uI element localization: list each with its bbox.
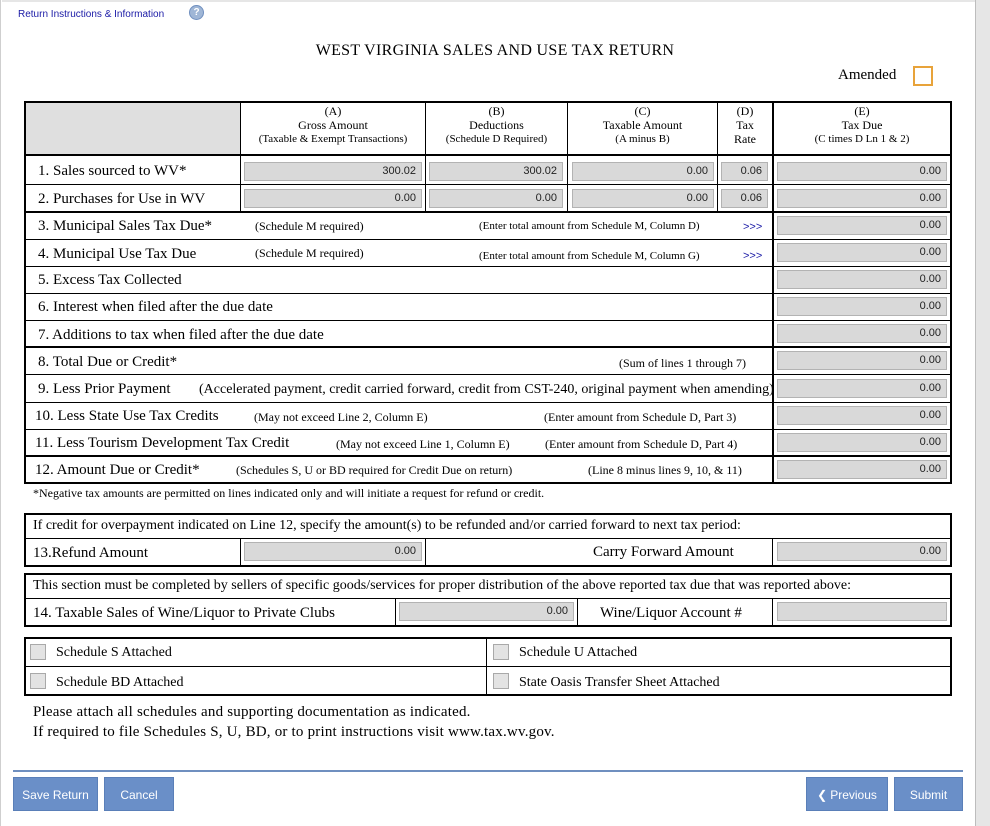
line-4-tax-due[interactable]: 0.00 [777,243,947,262]
line-1-taxable-amount[interactable]: 0.00 [572,162,714,181]
form-title: WEST VIRGINIA SALES AND USE TAX RETURN [315,42,675,59]
wine-account-label: Wine/Liquor Account # [600,605,742,621]
oasis-transfer-label: State Oasis Transfer Sheet Attached [519,675,720,690]
line-6-tax-due[interactable]: 0.00 [777,297,947,316]
line-4-note: (Schedule M required) [255,246,364,260]
line-10-label: 10. Less State Use Tax Credits [35,408,219,424]
line-9-label: 9. Less Prior Payment [38,381,171,397]
attach-col-sep [486,637,487,696]
help-icon[interactable]: ? [189,5,204,20]
col-a-title: Gross Amount [298,118,368,132]
sellers-sep-2 [577,598,578,627]
credit-heading: If credit for overpayment indicated on Line 12, specify the amount(s) to be refunded and/or carried forward to next tax period: [33,518,741,533]
line-9-tax-due[interactable]: 0.00 [777,379,947,398]
row-rule-4 [24,266,952,267]
line-2-tax-rate[interactable]: 0.06 [721,189,768,208]
wine-account-field[interactable] [777,602,947,621]
previous-label: Previous [830,788,877,802]
row-rule-5 [24,293,952,294]
chevron-left-icon: ❮ [817,788,828,802]
amended-checkbox[interactable] [913,66,933,86]
row-rule-7 [24,346,952,348]
row12-sep-c [567,156,568,211]
line-9-note: (Accelerated payment, credit carried forward, credit from CST-240, original payment when amending) [199,382,774,397]
return-instructions-link[interactable]: Return Instructions & Information [18,9,165,20]
line-4-arrows: >>> [743,250,763,262]
col-a-letter: (A) [324,104,342,118]
header-corner-shade [26,103,240,154]
line-3-label: 3. Municipal Sales Tax Due* [38,218,213,234]
previous-button[interactable] [806,777,888,811]
line-2-taxable-amount[interactable]: 0.00 [572,189,714,208]
row12-sep-b [425,156,426,211]
line-3-instruction: (Enter total amount from Schedule M, Column D) [479,220,700,232]
window-left-edge [0,0,1,826]
line-11-note: (May not exceed Line 1, Column E) [336,437,510,451]
schedule-bd-checkbox[interactable] [30,673,46,689]
row-rule-11 [24,455,952,457]
line-2-tax-due[interactable]: 0.00 [777,189,947,208]
line-8-label: 8. Total Due or Credit* [38,354,178,370]
col-e-letter: (E) [854,104,870,118]
line-3-arrows: >>> [743,221,763,233]
schedule-u-label: Schedule U Attached [519,645,638,660]
line-6-label: 6. Interest when filed after the due date [38,299,273,315]
carry-forward-field[interactable]: 0.00 [777,542,947,561]
col-b-title: Deductions [469,118,524,132]
sellers-row-rule [24,598,952,599]
line-5-label: 5. Excess Tax Collected [38,272,182,288]
line-10-instruction: (Enter amount from Schedule D, Part 3) [544,410,737,424]
col-e-title: Tax Due [841,118,883,132]
col-c-header [568,104,717,146]
line-3-note: (Schedule M required) [255,219,364,233]
col-b-header [426,104,567,146]
cancel-button[interactable]: Cancel [104,777,174,811]
credit-sep-2 [425,538,426,567]
sellers-sep-1 [395,598,396,627]
col-e-header [774,104,950,146]
save-return-button[interactable]: Save Return [13,777,98,811]
instructions-line-1: Please attach all schedules and supporting documentation as indicated. [33,704,471,720]
footnote: *Negative tax amounts are permitted on lines indicated only and will initiate a request for refund or credit. [33,486,545,500]
sellers-heading: This section must be completed by sellers of specific goods/services for proper distribution of the above reported tax due that was reported above: [33,578,851,593]
col-c-title: Taxable Amount [602,118,683,132]
line-2-deductions[interactable]: 0.00 [429,189,563,208]
line-11-label: 11. Less Tourism Development Tax Credit [35,435,290,451]
line-4-label: 4. Municipal Use Tax Due [38,246,197,262]
line-10-note: (May not exceed Line 2, Column E) [254,410,428,424]
line-7-label: 7. Additions to tax when filed after the due date [38,327,324,343]
line-4-instruction: (Enter total amount from Schedule M, Column G) [479,250,700,262]
row-rule-3 [24,239,952,240]
credit-sep-1 [240,538,241,567]
submit-button[interactable]: Submit [894,777,963,811]
row-rule-8 [24,374,952,375]
oasis-transfer-checkbox[interactable] [493,673,509,689]
header-bottom-rule [24,154,952,156]
line-12-instruction: (Line 8 minus lines 9, 10, & 11) [588,463,742,477]
col-b-letter: (B) [488,104,505,118]
row-rule-1 [24,184,952,185]
instructions-line-2: If required to file Schedules S, U, BD, or to print instructions visit www.tax.wv.gov. [33,724,555,740]
row-rule-2 [24,211,952,213]
amended-label: Amended [838,67,897,83]
scrollbar-track[interactable] [975,0,990,826]
schedule-bd-label: Schedule BD Attached [56,675,184,690]
carry-forward-label: Carry Forward Amount [593,544,734,560]
col-a-sub: (Taxable & Exempt Transactions) [258,133,408,145]
line-10-tax-due[interactable]: 0.00 [777,406,947,425]
line-11-tax-due[interactable]: 0.00 [777,433,947,452]
row12-sep-a [240,156,241,211]
line-7-tax-due[interactable]: 0.00 [777,324,947,343]
sellers-sep-3 [772,598,773,627]
schedule-u-checkbox[interactable] [493,644,509,660]
wine-sales-label: 14. Taxable Sales of Wine/Liquor to Private Clubs [33,605,335,621]
col-d-sub: Rate [734,132,756,146]
line-2-gross-amount[interactable]: 0.00 [244,189,422,208]
col-d-header [718,104,772,146]
line-12-note: (Schedules S, U or BD required for Credit Due on return) [236,463,513,477]
row-rule-9 [24,402,952,403]
row12-sep-d [717,156,718,211]
refund-amount-field[interactable]: 0.00 [244,542,422,561]
col-d-title: Tax [736,118,754,132]
credit-row-rule [24,538,952,539]
col-b-sub: (Schedule D Required) [445,133,548,145]
window-top-edge [2,0,975,2]
line-1-gross-amount[interactable]: 300.02 [244,162,422,181]
line-1-label: 1. Sales sourced to WV* [38,163,187,179]
col-e-sub: (C times D Ln 1 & 2) [814,133,910,145]
line-12-tax-due[interactable]: 0.00 [777,460,947,479]
col-a-header [241,104,425,146]
credit-sep-3 [772,538,773,567]
line-1-tax-due[interactable]: 0.00 [777,162,947,181]
line-3-tax-due[interactable]: 0.00 [777,216,947,235]
wine-sales-field[interactable]: 0.00 [399,602,574,621]
row-rule-10 [24,429,952,430]
schedule-s-label: Schedule S Attached [56,645,172,660]
line-2-label: 2. Purchases for Use in WV [38,191,206,207]
col-c-letter: (C) [634,104,651,118]
line-1-deductions[interactable]: 300.02 [429,162,563,181]
col-c-sub: (A minus B) [615,133,670,145]
line-5-tax-due[interactable]: 0.00 [777,270,947,289]
line-1-tax-rate[interactable]: 0.06 [721,162,768,181]
row-rule-6 [24,320,952,321]
refund-amount-label: 13.Refund Amount [33,545,148,561]
line-8-instruction: (Sum of lines 1 through 7) [619,356,746,370]
line-12-label: 12. Amount Due or Credit* [35,462,200,478]
line-8-tax-due[interactable]: 0.00 [777,351,947,370]
attach-row-rule [24,666,952,667]
footer-divider [13,770,963,772]
col-d-letter: (D) [736,104,754,118]
schedule-s-checkbox[interactable] [30,644,46,660]
line-11-instruction: (Enter amount from Schedule D, Part 4) [545,437,738,451]
